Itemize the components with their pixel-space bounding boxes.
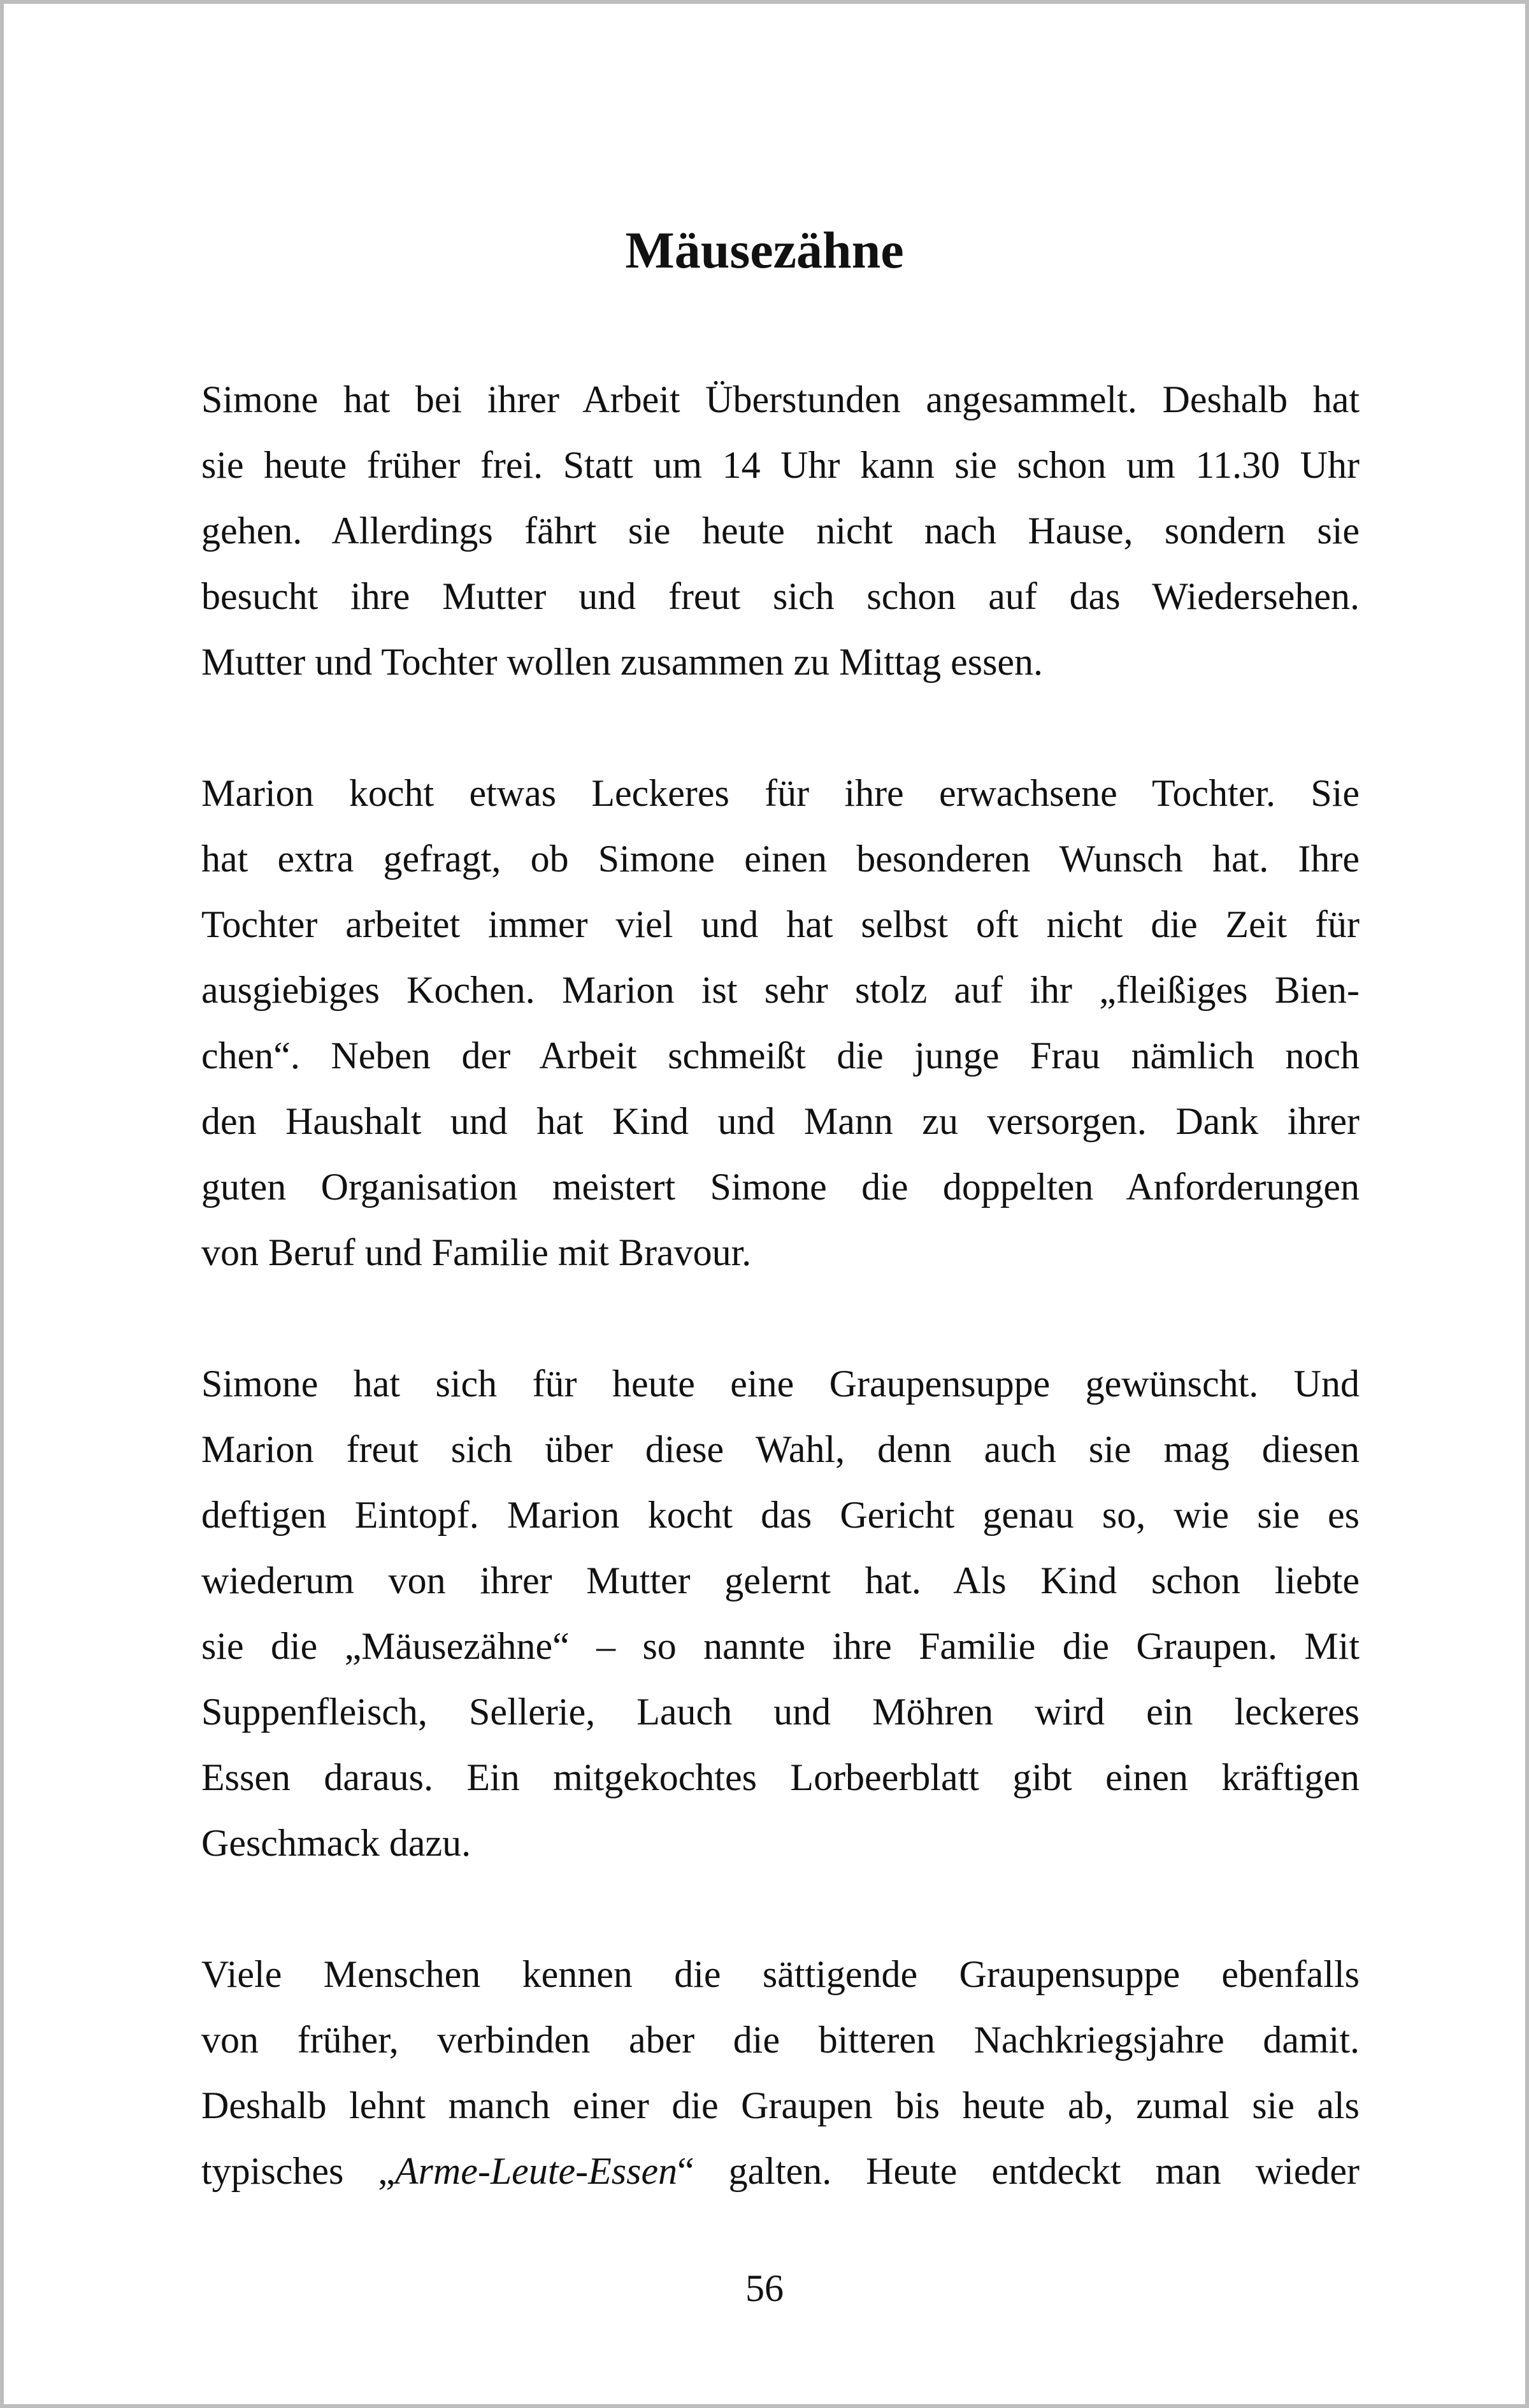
text-run: “ galten. Heute entdeckt man wieder xyxy=(677,2150,1360,2192)
text-line: besucht ihre Mutter und freut sich schon auf das Wiedersehen. xyxy=(201,575,1360,617)
page-number: 56 xyxy=(745,2267,784,2309)
text-line: Suppenfleisch, Sellerie, Lauch und Möhren wird ein leckeres xyxy=(201,1691,1360,1733)
text-line-mixed xyxy=(201,2139,1360,2204)
text-line: Marion freut sich über diese Wahl, denn auch sie mag diesen xyxy=(201,1428,1360,1470)
text-line: Viele Menschen kennen die sättigende Graupensuppe ebenfalls xyxy=(201,1953,1360,1995)
text-line: Simone hat sich für heute eine Graupensuppe gewünscht. Und xyxy=(201,1363,1360,1405)
text-line: ausgiebiges Kochen. Marion ist sehr stolz auf ihr „fleißiges Bien- xyxy=(201,969,1360,1011)
text-line: chen“. Neben der Arbeit schmeißt die junge Frau nämlich noch xyxy=(201,1035,1360,1077)
paragraph-1 xyxy=(201,367,1360,695)
text-line: von Beruf und Familie mit Bravour. xyxy=(201,1231,752,1273)
text-line: sie heute früher frei. Statt um 14 Uhr kann sie schon um 11.30 Uhr xyxy=(201,444,1360,486)
text-line: den Haushalt und hat Kind und Mann zu versorgen. Dank ihrer xyxy=(201,1100,1360,1142)
text-line: Tochter arbeitet immer viel und hat selbst oft nicht die Zeit für xyxy=(201,903,1360,945)
text-line: von früher, verbinden aber die bitteren Nachkriegsjahre damit. xyxy=(201,2019,1360,2061)
text-line: deftigen Eintopf. Marion kocht das Gericht genau so, wie sie es xyxy=(201,1494,1360,1536)
text-line: gehen. Allerdings fährt sie heute nicht nach Hause, sondern sie xyxy=(201,510,1360,552)
text-line: Simone hat bei ihrer Arbeit Überstunden angesammelt. Deshalb hat xyxy=(201,378,1360,420)
text-line: Marion kocht etwas Leckeres für ihre erwachsene Tochter. Sie xyxy=(201,772,1360,814)
text-line: wiederum von ihrer Mutter gelernt hat. Als Kind schon liebte xyxy=(201,1559,1360,1602)
paragraph-3 xyxy=(201,1351,1360,1876)
italic-phrase: Arme-Leute-Essen xyxy=(394,2150,678,2192)
paragraph-2 xyxy=(201,761,1360,1286)
text-line: guten Organisation meistert Simone die doppelten Anforderungen xyxy=(201,1166,1360,1208)
text-line: Mutter und Tochter wollen zusammen zu Mittag essen. xyxy=(201,641,1044,683)
text-line: Geschmack dazu. xyxy=(201,1822,471,1864)
paragraph-4 xyxy=(201,1942,1360,2204)
text-line: Deshalb lehnt manch einer die Graupen bis heute ab, zumal sie als xyxy=(201,2084,1360,2126)
body-text xyxy=(201,367,1360,2270)
chapter-title: Mäusezähne xyxy=(625,221,904,279)
text-line: sie die „Mäusezähne“ – so nannte ihre Familie die Graupen. Mit xyxy=(201,1625,1360,1667)
text-line: Essen daraus. Ein mitgekochtes Lorbeerblatt gibt einen kräftigen xyxy=(201,1756,1360,1798)
text-run: typisches „ xyxy=(201,2150,395,2192)
text-line: hat extra gefragt, ob Simone einen besonderen Wunsch hat. Ihre xyxy=(201,838,1360,880)
